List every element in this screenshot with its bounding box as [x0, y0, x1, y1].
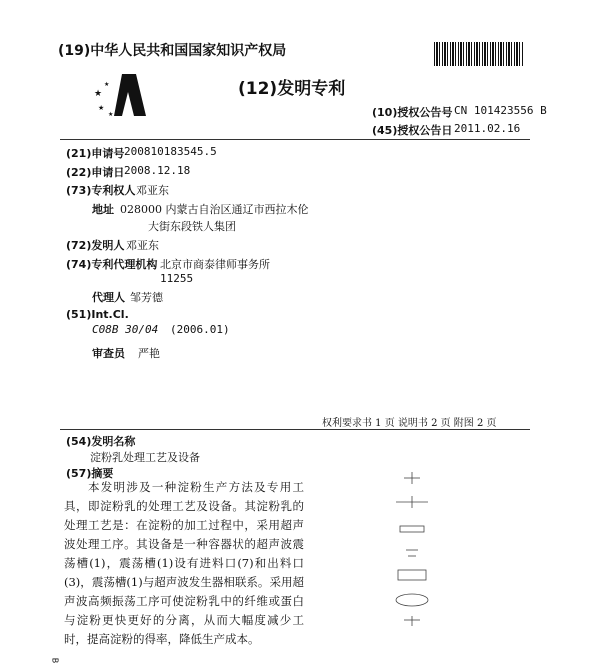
app-date-label: (22)申请日 — [66, 166, 125, 179]
intcl-code: C08B 30/04 — [92, 323, 159, 336]
abstract-label: (57)摘要 — [66, 467, 114, 480]
pub-date: 2011.02.16 — [454, 122, 521, 135]
agent: 邹芳德 — [130, 291, 163, 304]
app-no-label: (21)申请号 — [66, 147, 125, 160]
app-no: 200810183545.5 — [124, 145, 217, 158]
barcode — [434, 42, 524, 66]
svg-text:★: ★ — [104, 81, 110, 88]
agency-code: 11255 — [160, 272, 194, 285]
intcl-label: (51)Int.Cl. — [66, 308, 129, 321]
margin-mark: B — [50, 657, 60, 664]
document-type: (12)发明专利 — [238, 79, 346, 99]
owner: 邓亚东 — [136, 184, 169, 197]
svg-text:★: ★ — [108, 111, 114, 118]
app-date: 2008.12.18 — [124, 164, 191, 177]
abstract-text: 本发明涉及一种淀粉生产方法及专用工具，即淀粉乳的处理工艺及设备。其淀粉乳的处理工艺是：在淀粉的加工过程中，采用超声波处理工序。其设备是一种容器状的超声波震荡槽(1)，震荡槽(1)设有进料口(7)和出料口(3)，震荡槽(1)与超声波发生器相联系。采用超声波高频振荡工序可使淀粉乳中的纤维或蛋白与淀粉更快更好的分离，从而大幅度减少工时，提高淀粉的得率，降低生产成本。 — [64, 480, 304, 646]
pub-no-label: (10)授权公告号 — [372, 106, 453, 119]
examiner-label: 审查员 — [92, 347, 125, 360]
pub-no: CN 101423556 B — [454, 104, 547, 117]
svg-text:★: ★ — [98, 104, 105, 112]
header-divider — [60, 139, 530, 140]
pub-date-label: (45)授权公告日 — [372, 124, 453, 137]
inventor-label: (72)发明人 — [66, 239, 125, 252]
agency-label: (74)专利代理机构 — [66, 258, 158, 271]
agent-label: 代理人 — [92, 291, 125, 304]
office-title: (19)中华人民共和国国家知识产权局 — [58, 43, 287, 59]
invention-title: 淀粉乳处理工艺及设备 — [90, 451, 200, 464]
title-label: (54)发明名称 — [66, 435, 136, 448]
svg-text:★: ★ — [94, 89, 103, 99]
owner-label: (73)专利权人 — [66, 184, 136, 197]
address-line1: 028000 内蒙古自治区通辽市西拉木伦 — [120, 203, 309, 216]
address-label: 地址 — [92, 203, 114, 216]
pages-divider — [60, 429, 530, 430]
intcl-year: (2006.01) — [170, 323, 230, 336]
pages-count: 权利要求书 1 页 说明书 2 页 附图 2 页 — [322, 418, 497, 429]
abstract-figure — [382, 466, 442, 636]
agency: 北京市商泰律师事务所 — [160, 258, 270, 271]
inventor: 邓亚东 — [126, 239, 159, 252]
address-line2: 大街东段铁人集团 — [148, 220, 236, 233]
examiner: 严艳 — [138, 347, 160, 360]
cnipa-logo — [92, 72, 148, 118]
